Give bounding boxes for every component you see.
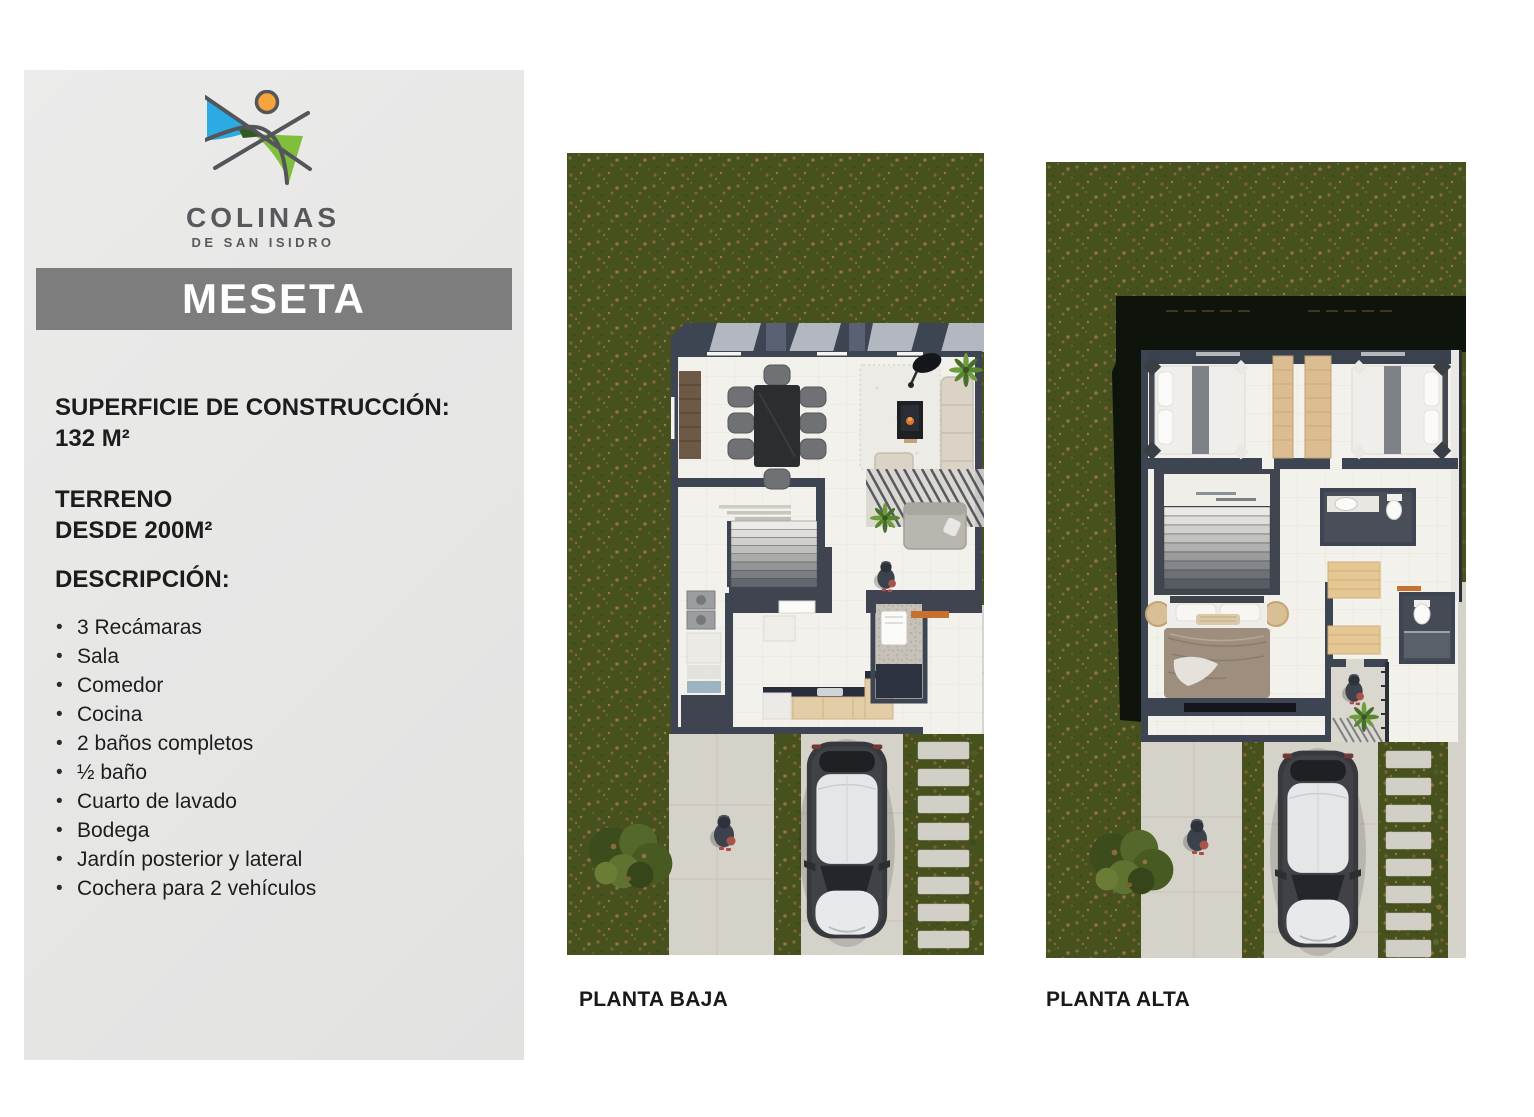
- construction-spec: [55, 392, 495, 454]
- laundry-room: [681, 591, 733, 727]
- ground-plan-caption: PLANTA BAJA: [579, 988, 729, 1011]
- floor-plan-ground: [567, 153, 984, 955]
- living-area: [860, 349, 983, 489]
- balcony: [1331, 659, 1389, 742]
- model-banner: [36, 268, 512, 330]
- construction-label: SUPERFICIE DE CONSTRUCCIÓN:: [55, 394, 450, 421]
- roof-band: [671, 323, 984, 353]
- bathroom-1: [1322, 490, 1414, 544]
- land-spec: [55, 484, 495, 546]
- description-heading: DESCRIPCIÓN:: [55, 566, 230, 593]
- media-console: [1184, 703, 1296, 712]
- land-label: TERRENO: [55, 486, 173, 513]
- feature-item: • Cuarto de lavado: [56, 787, 486, 816]
- feature-list: [56, 613, 486, 903]
- stairwell: [1154, 469, 1280, 595]
- feature-item: • Sala: [56, 642, 486, 671]
- floor-plan-ground-render: [567, 153, 984, 955]
- floor-plan-upper-render: [1046, 162, 1466, 958]
- feature-item: • 3 Recámaras: [56, 613, 486, 642]
- brand-logo-mark-icon: [205, 90, 321, 194]
- brand-subname: DE SAN ISIDRO: [191, 235, 335, 250]
- feature-item: • Cochera para 2 vehículos: [56, 874, 486, 903]
- sink: [817, 688, 843, 696]
- upper-plan-caption: PLANTA ALTA: [1046, 988, 1191, 1011]
- land-value: DESDE 200M²: [55, 517, 213, 544]
- brand-logo: [170, 90, 356, 250]
- fridge: [764, 616, 795, 641]
- door: [779, 601, 815, 613]
- feature-item: • Jardín posterior y lateral: [56, 845, 486, 874]
- construction-value: 132 M²: [55, 425, 130, 452]
- model-title: MESETA: [182, 275, 366, 322]
- mat: [1397, 586, 1421, 591]
- feature-item: • Comedor: [56, 671, 486, 700]
- info-panel: [24, 70, 524, 1060]
- feature-item: • ½ baño: [56, 758, 486, 787]
- entry-mat: [911, 611, 949, 618]
- bedroom-2: [1351, 358, 1451, 460]
- feature-item: • 2 baños completos: [56, 729, 486, 758]
- feature-item: • Bodega: [56, 816, 486, 845]
- bedroom-1: [1143, 358, 1249, 460]
- floor-plan-upper: [1046, 162, 1466, 958]
- feature-item: • Cocina: [56, 700, 486, 729]
- bodega-floor: [681, 695, 727, 727]
- brand-name: COLINAS: [186, 202, 340, 233]
- car: [1275, 751, 1361, 948]
- bathroom-2: [1397, 586, 1453, 662]
- car: [804, 742, 890, 939]
